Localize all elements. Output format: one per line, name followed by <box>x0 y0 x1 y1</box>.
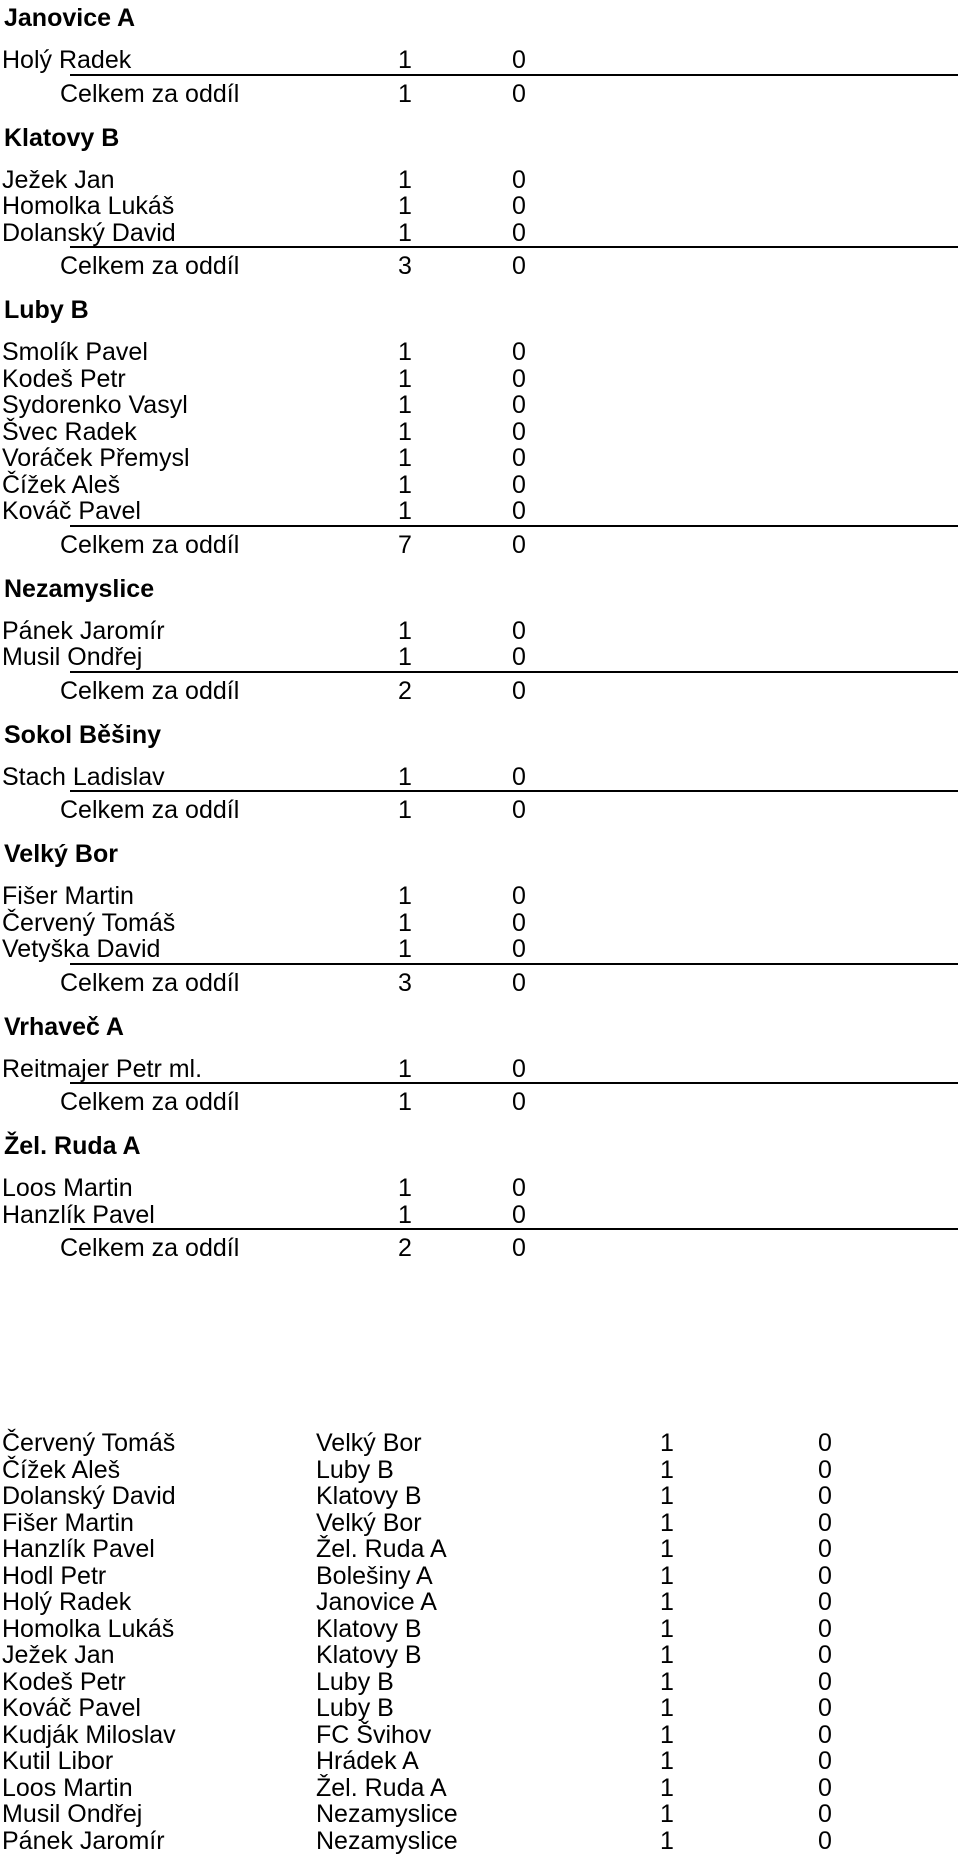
summary-zero: 0 <box>818 1826 832 1855</box>
player-row <box>0 392 960 419</box>
player-row <box>0 193 960 220</box>
club-total-zero: 0 <box>512 252 526 280</box>
player-zero: 0 <box>512 1200 526 1229</box>
player-count: 1 <box>398 908 412 937</box>
club-total-row <box>0 1082 960 1128</box>
club-name: Nezamyslice <box>4 574 155 603</box>
player-row <box>0 1056 960 1083</box>
player-count: 1 <box>398 218 412 247</box>
summary-player-name: Fišer Martin <box>2 1508 134 1537</box>
player-count: 1 <box>398 643 412 671</box>
club-total-label: Celkem za oddíl <box>60 1088 240 1116</box>
summary-club-name: Klatovy B <box>316 1614 422 1643</box>
summary-club-name: Velký Bor <box>316 1429 422 1457</box>
player-zero: 0 <box>512 364 526 393</box>
player-name: Kodeš Petr <box>2 364 126 393</box>
summary-player-name: Holý Radek <box>2 1588 132 1616</box>
player-row <box>0 1175 960 1202</box>
summary-club-name: Nezamyslice <box>316 1800 458 1828</box>
player-count: 1 <box>398 762 412 791</box>
summary-zero: 0 <box>818 1614 832 1643</box>
summary-zero: 0 <box>818 1508 832 1537</box>
club-section <box>0 1128 960 1274</box>
club-name: Janovice A <box>4 4 136 32</box>
player-name: Smolík Pavel <box>2 338 148 366</box>
player-row <box>0 445 960 472</box>
summary-count: 1 <box>660 1614 674 1643</box>
summary-zero: 0 <box>818 1561 832 1590</box>
player-name: Vetyška David <box>2 935 161 963</box>
player-zero: 0 <box>512 165 526 194</box>
club-total-label: Celkem za oddíl <box>60 796 240 824</box>
summary-club-name: Janovice A <box>316 1588 437 1616</box>
club-total-label: Celkem za oddíl <box>60 676 240 705</box>
player-name: Pánek Jaromír <box>2 616 165 645</box>
summary-club-name: FC Švihov <box>316 1720 432 1749</box>
club-total-zero: 0 <box>512 79 526 108</box>
player-count: 1 <box>398 165 412 194</box>
club-section <box>0 571 960 717</box>
summary-club-name: Luby B <box>316 1667 394 1696</box>
summary-zero: 0 <box>818 1720 832 1749</box>
club-total-label: Celkem za oddíl <box>60 1234 240 1262</box>
club-name: Sokol Běšiny <box>4 720 161 749</box>
player-list <box>0 167 960 247</box>
summary-zero: 0 <box>818 1429 832 1457</box>
player-zero: 0 <box>512 762 526 791</box>
player-row <box>0 498 960 525</box>
player-zero: 0 <box>512 616 526 645</box>
summary-count: 1 <box>660 1826 674 1855</box>
player-zero: 0 <box>512 882 526 910</box>
summary-zero: 0 <box>818 1694 832 1722</box>
summary-club-name: Žel. Ruda A <box>316 1773 447 1802</box>
summary-row <box>0 1430 960 1457</box>
player-name: Kováč Pavel <box>2 497 141 525</box>
summary-zero: 0 <box>818 1800 832 1828</box>
summary-club-name: Klatovy B <box>316 1641 422 1669</box>
summary-count: 1 <box>660 1747 674 1775</box>
player-row <box>0 472 960 499</box>
club-section <box>0 292 960 571</box>
summary-club-name: Nezamyslice <box>316 1826 458 1855</box>
summary-count: 1 <box>660 1588 674 1616</box>
club-section <box>0 0 960 120</box>
player-name: Ježek Jan <box>2 165 115 194</box>
summary-count: 1 <box>660 1561 674 1590</box>
summary-player-name: Hanzlík Pavel <box>2 1535 155 1563</box>
club-total-label: Celkem za oddíl <box>60 252 240 280</box>
summary-club-name: Luby B <box>316 1694 394 1722</box>
summary-row <box>0 1748 960 1775</box>
club-total-row <box>0 671 960 717</box>
player-row <box>0 644 960 671</box>
player-list <box>0 883 960 963</box>
summary-row <box>0 1616 960 1643</box>
summary-club-name: Velký Bor <box>316 1508 422 1537</box>
summary-row <box>0 1775 960 1802</box>
player-list <box>0 47 960 74</box>
summary-row <box>0 1669 960 1696</box>
club-total-label: Celkem za oddíl <box>60 968 240 997</box>
summary-player-name: Dolanský David <box>2 1482 176 1510</box>
player-count: 1 <box>398 882 412 910</box>
summary-row <box>0 1695 960 1722</box>
player-list <box>0 764 960 791</box>
player-row <box>0 883 960 910</box>
player-count: 1 <box>398 1200 412 1229</box>
club-total-count: 1 <box>398 1088 412 1116</box>
player-row <box>0 910 960 937</box>
club-name: Velký Bor <box>4 840 118 868</box>
player-list <box>0 1175 960 1228</box>
player-count: 1 <box>398 364 412 393</box>
player-row <box>0 339 960 366</box>
player-count: 1 <box>398 1054 412 1083</box>
player-count: 1 <box>398 1174 412 1202</box>
club-total-row <box>0 790 960 836</box>
player-list <box>0 339 960 525</box>
club-total-zero: 0 <box>512 676 526 705</box>
club-total-row <box>0 246 960 292</box>
player-zero: 0 <box>512 218 526 247</box>
summary-zero: 0 <box>818 1482 832 1510</box>
summary-row <box>0 1642 960 1669</box>
player-zero: 0 <box>512 444 526 472</box>
summary-row <box>0 1483 960 1510</box>
club-name: Žel. Ruda A <box>4 1132 141 1160</box>
summary-zero: 0 <box>818 1535 832 1563</box>
summary-club-name: Hrádek A <box>316 1747 419 1775</box>
summary-club-name: Klatovy B <box>316 1482 422 1510</box>
player-name: Musil Ondřej <box>2 643 143 671</box>
summary-player-name: Čížek Aleš <box>2 1455 121 1484</box>
club-name: Luby B <box>4 296 89 324</box>
player-row <box>0 1202 960 1229</box>
summary-row <box>0 1801 960 1828</box>
club-name: Vrhaveč A <box>4 1012 124 1041</box>
summary-row <box>0 1589 960 1616</box>
player-zero: 0 <box>512 417 526 446</box>
player-name: Homolka Lukáš <box>2 192 175 220</box>
summary-player-name: Musil Ondřej <box>2 1800 143 1828</box>
player-count: 1 <box>398 338 412 366</box>
summary-count: 1 <box>660 1641 674 1669</box>
player-zero: 0 <box>512 192 526 220</box>
club-total-count: 1 <box>398 796 412 824</box>
summary-count: 1 <box>660 1773 674 1802</box>
summary-row <box>0 1510 960 1537</box>
summary-list <box>0 1430 960 1854</box>
club-total-label: Celkem za oddíl <box>60 530 240 559</box>
summary-count: 1 <box>660 1800 674 1828</box>
player-row <box>0 618 960 645</box>
club-total-row <box>0 74 960 120</box>
player-name: Voráček Přemysl <box>2 444 190 472</box>
club-total-count: 7 <box>398 530 412 559</box>
player-name: Loos Martin <box>2 1174 133 1202</box>
player-zero: 0 <box>512 46 526 74</box>
player-zero: 0 <box>512 1054 526 1083</box>
summary-player-name: Ježek Jan <box>2 1641 115 1669</box>
club-total-count: 2 <box>398 676 412 705</box>
player-count: 1 <box>398 391 412 419</box>
player-row <box>0 167 960 194</box>
club-total-label: Celkem za oddíl <box>60 79 240 108</box>
player-zero: 0 <box>512 908 526 937</box>
club-total-zero: 0 <box>512 968 526 997</box>
summary-count: 1 <box>660 1482 674 1510</box>
summary-zero: 0 <box>818 1747 832 1775</box>
summary-club-name: Žel. Ruda A <box>316 1535 447 1563</box>
summary-zero: 0 <box>818 1641 832 1669</box>
summary-row <box>0 1828 960 1855</box>
summary-zero: 0 <box>818 1588 832 1616</box>
player-count: 1 <box>398 497 412 525</box>
summary-count: 1 <box>660 1455 674 1484</box>
player-row <box>0 936 960 963</box>
summary-zero: 0 <box>818 1773 832 1802</box>
player-row <box>0 220 960 247</box>
club-total-count: 3 <box>398 968 412 997</box>
player-list <box>0 1056 960 1083</box>
club-total-row <box>0 1228 960 1274</box>
summary-row <box>0 1457 960 1484</box>
summary-player-name: Homolka Lukáš <box>2 1614 175 1643</box>
club-total-zero: 0 <box>512 1088 526 1116</box>
player-count: 1 <box>398 46 412 74</box>
player-zero: 0 <box>512 497 526 525</box>
club-total-row <box>0 525 960 571</box>
player-name: Švec Radek <box>2 417 137 446</box>
player-count: 1 <box>398 935 412 963</box>
club-total-zero: 0 <box>512 530 526 559</box>
summary-player-name: Kováč Pavel <box>2 1694 141 1722</box>
player-count: 1 <box>398 417 412 446</box>
summary-zero: 0 <box>818 1455 832 1484</box>
player-count: 1 <box>398 616 412 645</box>
summary-count: 1 <box>660 1694 674 1722</box>
player-count: 1 <box>398 192 412 220</box>
summary-player-name: Kutil Libor <box>2 1747 114 1775</box>
player-zero: 0 <box>512 935 526 963</box>
club-total-count: 1 <box>398 79 412 108</box>
player-row <box>0 764 960 791</box>
player-count: 1 <box>398 470 412 499</box>
player-zero: 0 <box>512 391 526 419</box>
player-count: 1 <box>398 444 412 472</box>
player-name: Holý Radek <box>2 46 132 74</box>
player-name: Červený Tomáš <box>2 908 176 937</box>
summary-club-name: Bolešiny A <box>316 1561 433 1590</box>
player-zero: 0 <box>512 1174 526 1202</box>
club-section <box>0 1009 960 1129</box>
summary-count: 1 <box>660 1720 674 1749</box>
summary-row <box>0 1536 960 1563</box>
summary-count: 1 <box>660 1429 674 1457</box>
player-name: Hanzlík Pavel <box>2 1200 155 1229</box>
player-name: Sydorenko Vasyl <box>2 391 188 419</box>
player-zero: 0 <box>512 470 526 499</box>
summary-zero: 0 <box>818 1667 832 1696</box>
club-total-zero: 0 <box>512 1234 526 1262</box>
club-total-zero: 0 <box>512 796 526 824</box>
club-total-count: 2 <box>398 1234 412 1262</box>
club-section <box>0 836 960 1009</box>
player-row <box>0 47 960 74</box>
player-row <box>0 366 960 393</box>
club-section <box>0 717 960 837</box>
summary-player-name: Loos Martin <box>2 1773 133 1802</box>
player-zero: 0 <box>512 338 526 366</box>
club-total-row <box>0 963 960 1009</box>
summary-count: 1 <box>660 1667 674 1696</box>
club-total-count: 3 <box>398 252 412 280</box>
player-name: Čížek Aleš <box>2 470 121 499</box>
summary-club-name: Luby B <box>316 1455 394 1484</box>
summary-player-name: Červený Tomáš <box>2 1429 176 1457</box>
summary-player-name: Kodeš Petr <box>2 1667 126 1696</box>
club-name: Klatovy B <box>4 123 120 152</box>
player-name: Stach Ladislav <box>2 762 165 791</box>
summary-player-name: Hodl Petr <box>2 1561 107 1590</box>
player-zero: 0 <box>512 643 526 671</box>
summary-count: 1 <box>660 1535 674 1563</box>
player-name: Dolanský David <box>2 218 176 247</box>
summary-row <box>0 1563 960 1590</box>
player-name: Reitmajer Petr ml. <box>2 1054 203 1083</box>
player-name: Fišer Martin <box>2 882 134 910</box>
player-list <box>0 618 960 671</box>
summary-count: 1 <box>660 1508 674 1537</box>
club-section <box>0 120 960 293</box>
summary-row <box>0 1722 960 1749</box>
summary-player-name: Kudják Miloslav <box>2 1720 176 1749</box>
summary-player-name: Pánek Jaromír <box>2 1826 165 1855</box>
player-row <box>0 419 960 446</box>
